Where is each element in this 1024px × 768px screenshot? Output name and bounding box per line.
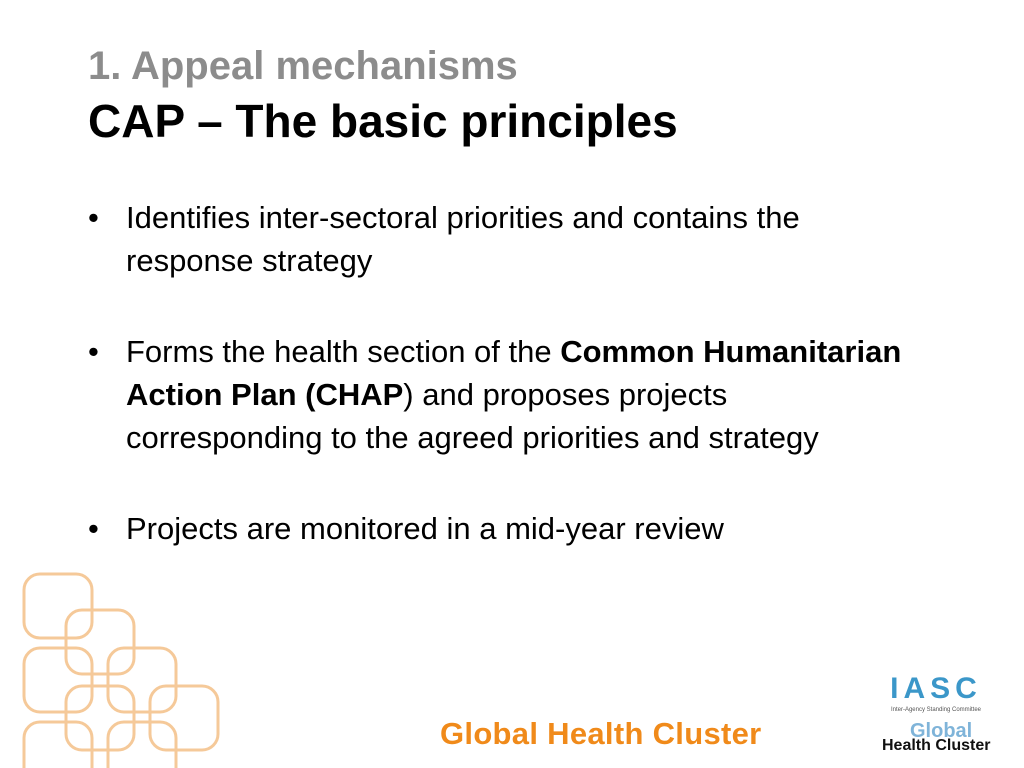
bullet-text: Forms the health section of the — [126, 334, 561, 369]
bullet-text: Identifies inter-sectoral priorities and contains the response strategy — [126, 200, 800, 278]
bullet-text-tail: ) and proposes projects corresponding to the agreed priorities and strategy — [126, 377, 819, 455]
deco-square — [24, 648, 92, 712]
slide-subtitle: 1. Appeal mechanisms — [88, 44, 518, 88]
deco-square — [24, 722, 92, 768]
bullet-text: Projects are monitored in a mid-year review — [126, 511, 724, 546]
bullet-item-2 — [88, 330, 928, 459]
deco-square — [108, 648, 176, 712]
bullet-item-1 — [88, 196, 928, 282]
deco-square — [150, 686, 218, 750]
decorative-rounded-squares — [0, 560, 240, 768]
deco-square — [66, 610, 134, 674]
iasc-subtitle: Inter-Agency Standing Committee — [890, 707, 982, 713]
deco-square — [66, 686, 134, 750]
ghc-logo — [882, 720, 1012, 760]
iasc-letters: IASC — [890, 672, 982, 705]
deco-square — [108, 722, 176, 768]
bullet-list — [88, 196, 928, 598]
bullet-item-3 — [88, 507, 928, 550]
slide-title: CAP – The basic principles — [88, 95, 678, 147]
ghc-health-text: Health Cluster — [882, 737, 991, 754]
bullet-marker: • — [88, 200, 99, 235]
global-health-cluster-logo-text: Global Health Cluster — [440, 716, 762, 751]
bullet-marker: • — [88, 334, 99, 369]
bullet-marker: • — [88, 511, 99, 546]
iasc-logo — [880, 674, 1000, 713]
title-block — [88, 40, 988, 150]
deco-square — [24, 574, 92, 638]
bullet-bold-text: Common Humanitarian Action Plan (CHAP — [126, 334, 902, 412]
ghc-global-text: Global — [910, 720, 973, 742]
